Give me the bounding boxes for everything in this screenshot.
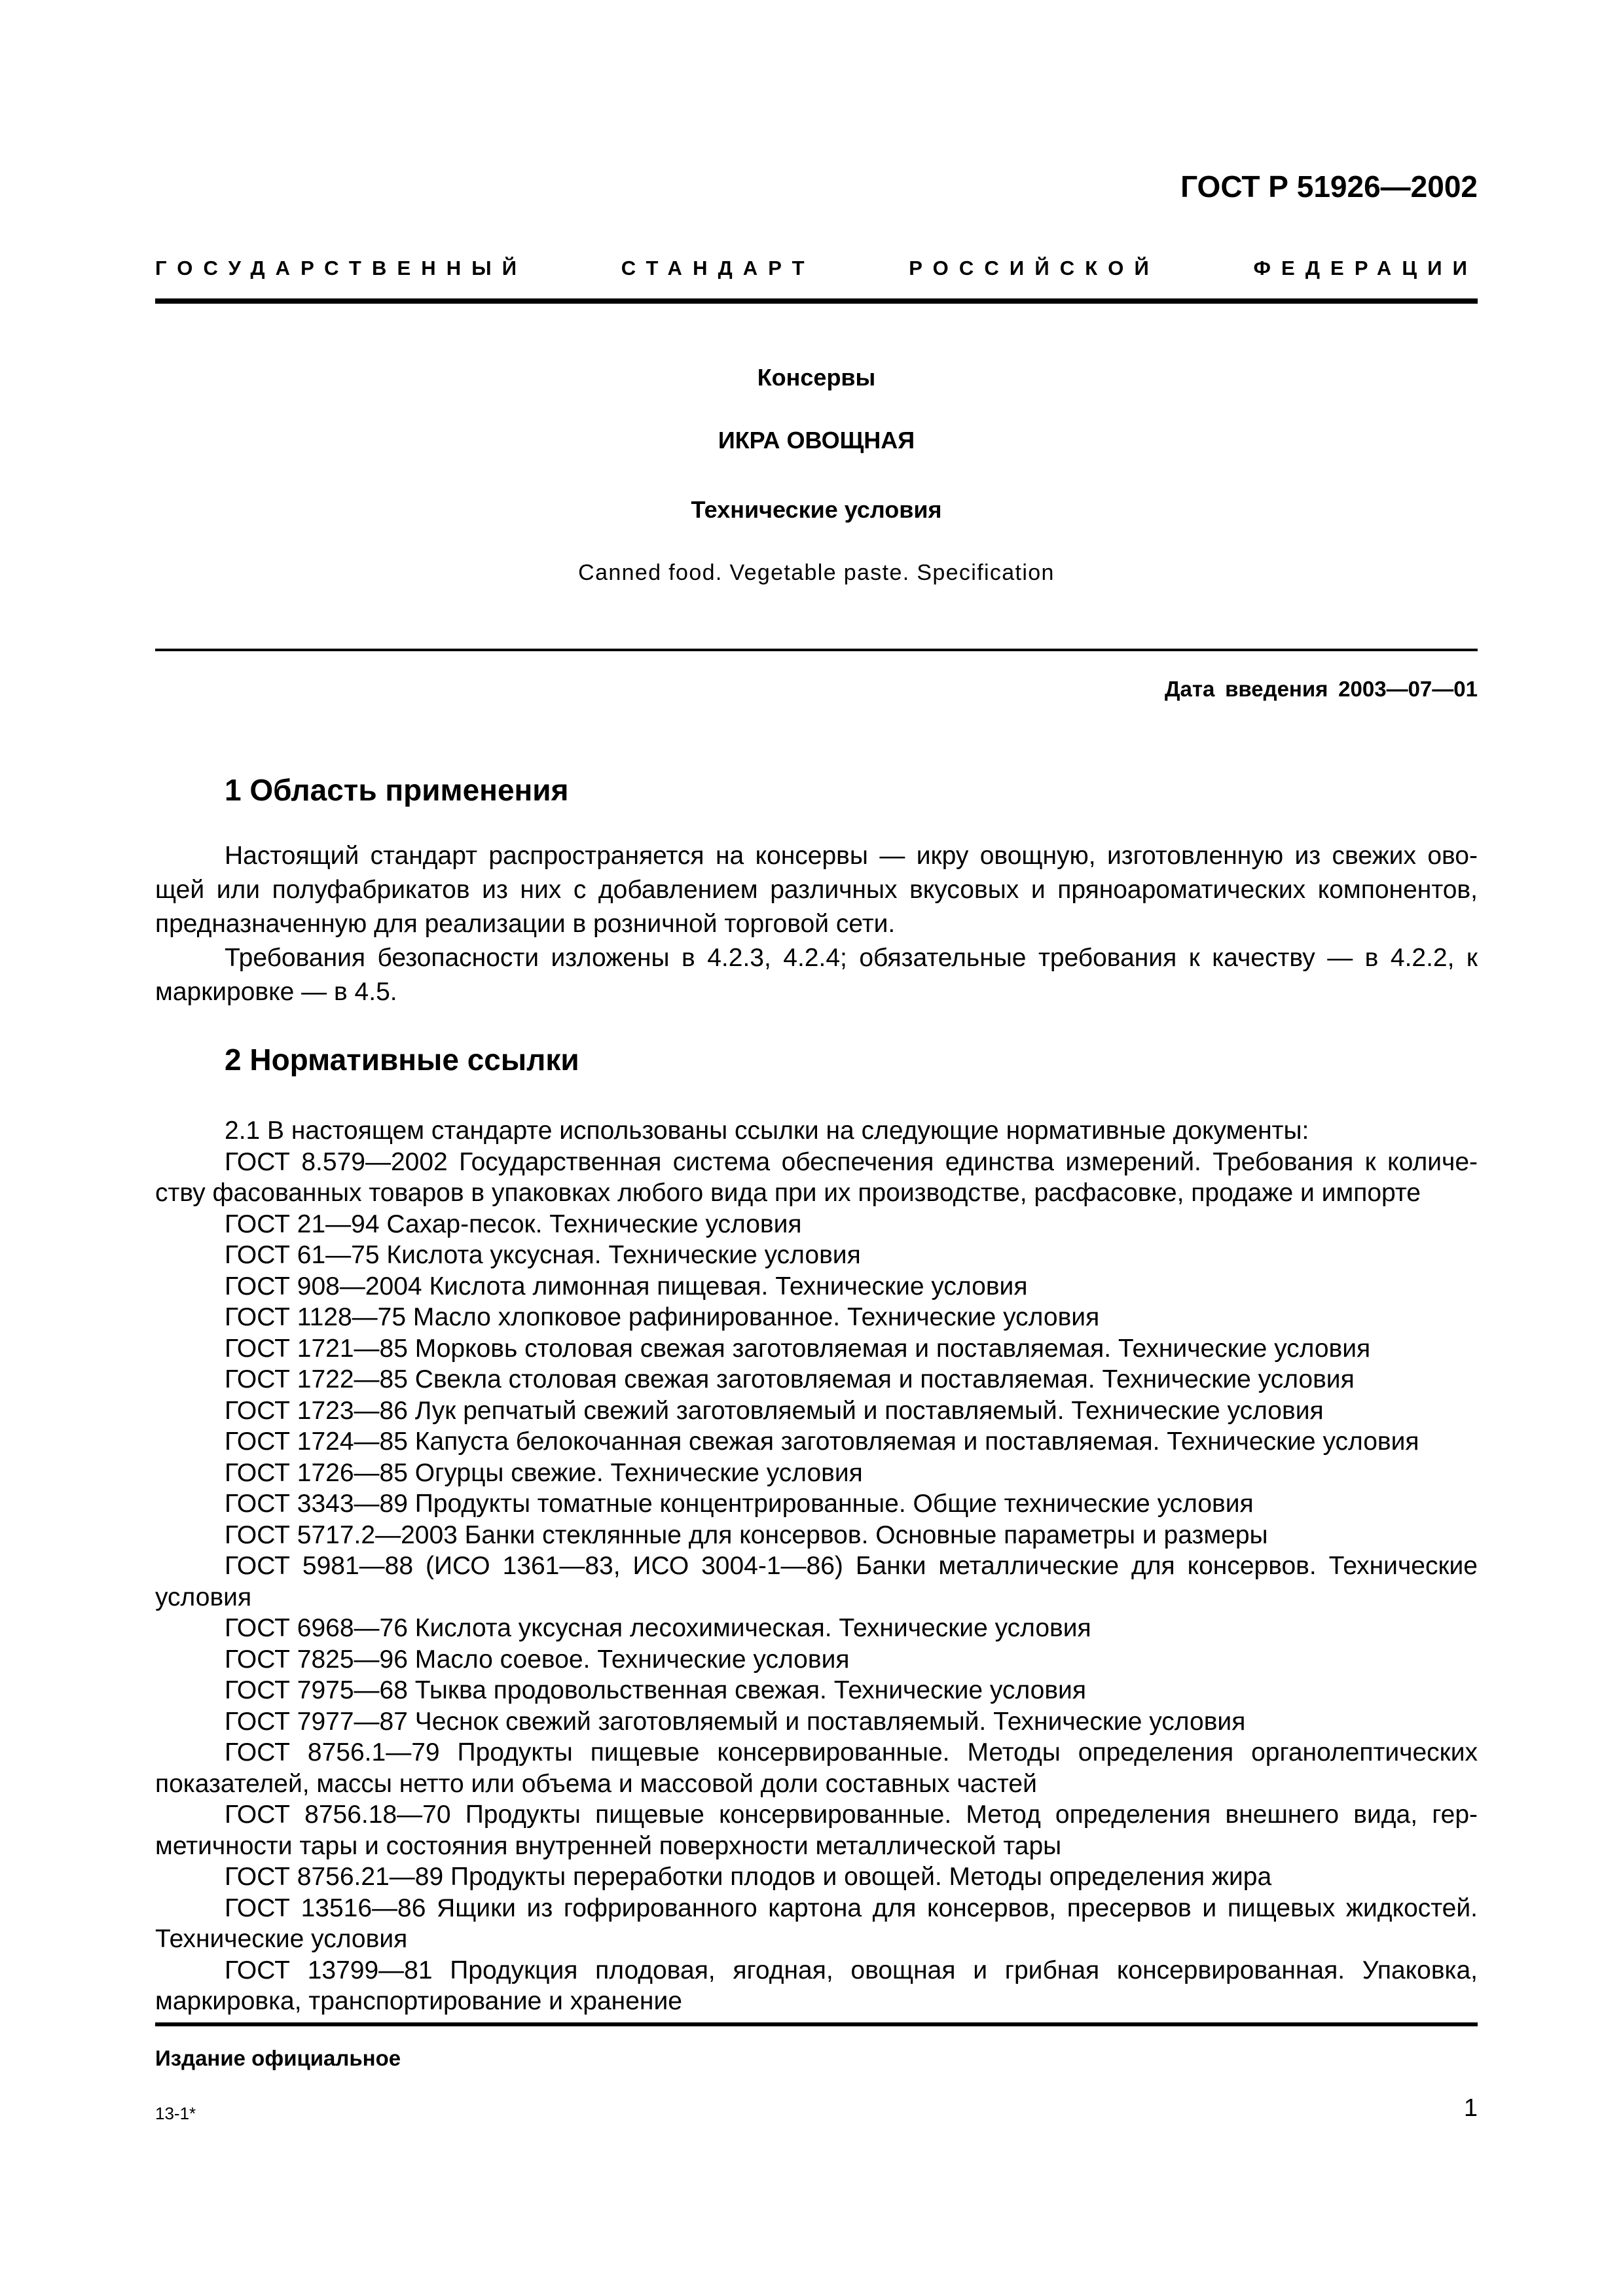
reference-entry	[155, 1209, 1478, 1240]
edition-label: Издание официальное	[155, 2046, 401, 2070]
text-line: ГОСТ 8756.18—70 Продукты пищевые консервированные. Метод определения внешнего вида, гер-	[225, 1801, 1478, 1829]
doc-category: Консервы	[757, 364, 876, 391]
reference-entry	[155, 1861, 1478, 1893]
text-line: Требования безопасности изложены в 4.2.3, 4.2.4; обязательные требования к качеству — в 4.2.2, к	[225, 944, 1478, 972]
intro-date: Дата введения 2003—07—01	[1164, 677, 1478, 701]
title-divider	[155, 649, 1478, 651]
text-line: ГОСТ 1726—85 Огурцы свежие. Технические условия	[225, 1458, 863, 1487]
reference-entry	[155, 1737, 1478, 1799]
text-line: ГОСТ 908—2004 Кислота лимонная пищевая. Технические условия	[225, 1272, 1028, 1300]
reference-entry	[155, 1271, 1478, 1302]
reference-entry	[155, 1240, 1478, 1271]
references-list	[155, 1115, 1478, 2017]
reference-entry	[155, 1706, 1478, 1738]
text-line: ГОСТ 8756.1—79 Продукты пищевые консервированные. Методы определения органолептических	[225, 1738, 1478, 1767]
text-line: ству фасованных товаров в упаковках любого вида при их производстве, расфасовке, продаже и импорте	[155, 1179, 1421, 1207]
text-line: ГОСТ 5981—88 (ИСО 1361—83, ИСО 3004-1—86) Банки металлические для консервов. Технические	[225, 1552, 1478, 1580]
text-line: ГОСТ 6968—76 Кислота уксусная лесохимическая. Технические условия	[225, 1614, 1091, 1642]
reference-entry	[155, 1395, 1478, 1427]
text-line: ГОСТ 7825—96 Масло соевое. Технические условия	[225, 1645, 850, 1674]
text-line: ГОСТ 7975—68 Тыква продовольственная свежая. Технические условия	[225, 1676, 1086, 1704]
text-line: Технические условия	[155, 1925, 408, 1953]
text-line: ГОСТ 8756.21—89 Продукты переработки плодов и овощей. Методы определения жира	[225, 1863, 1272, 1891]
text-line: ГОСТ 1722—85 Свекла столовая свежая заготовляемая и поставляемая. Технические условия	[225, 1365, 1355, 1393]
paragraph	[155, 839, 1478, 941]
reference-entry	[155, 1488, 1478, 1520]
text-line: щей или полуфабрикатов из них с добавлением различных вкусовых и пряноароматических компонентов,	[155, 876, 1478, 904]
text-line: показателей, массы нетто или объема и массовой доли составных частей	[155, 1769, 1037, 1798]
text-line: ГОСТ 8.579—2002 Государственная система обеспечения единства измерений. Требования к количе-	[225, 1147, 1478, 1176]
text-line: предназначенную для реализации в розничной торговой сети.	[155, 910, 896, 938]
reference-entry	[155, 1955, 1478, 2017]
text-line: ГОСТ 7977—87 Чеснок свежий заготовляемый и поставляемый. Технические условия	[225, 1707, 1246, 1736]
reference-entry	[155, 1551, 1478, 1613]
text-line: ГОСТ 13799—81 Продукция плодовая, ягодная, овощная и грибная консервированная. Упаковка,	[225, 1956, 1478, 1984]
section1-heading: 1 Область применения	[225, 773, 569, 807]
text-line: ГОСТ 1723—86 Лук репчатый свежий заготовляемый и поставляемый. Технические условия	[225, 1396, 1324, 1425]
reference-entry	[155, 1893, 1478, 1955]
text-line: условия	[155, 1583, 252, 1611]
doc-title: ИКРА ОВОЩНАЯ	[718, 427, 915, 454]
reference-entry	[155, 1644, 1478, 1676]
reference-entry	[155, 1520, 1478, 1551]
reference-entry	[155, 1115, 1478, 1147]
paragraph	[155, 941, 1478, 1009]
reference-entry	[155, 1426, 1478, 1458]
text-line: ГОСТ 13516—86 Ящики из гофрированного картона для консервов, пресервов и пищевых жидкостей.	[225, 1893, 1478, 1922]
text-line: ГОСТ 1128—75 Масло хлопковое рафинированное. Технические условия	[225, 1303, 1100, 1331]
doc-subtitle: Технические условия	[691, 496, 942, 523]
reference-entry	[155, 1799, 1478, 1861]
footer-divider	[155, 2022, 1478, 2026]
text-line: ГОСТ 3343—89 Продукты томатные концентрированные. Общие технические условия	[225, 1490, 1254, 1518]
text-line: маркировка, транспортирование и хранение	[155, 1987, 682, 2015]
reference-entry	[155, 1147, 1478, 1209]
section1-body	[155, 839, 1478, 1009]
reference-entry	[155, 1302, 1478, 1333]
text-line: ГОСТ 21—94 Сахар-песок. Технические условия	[225, 1210, 802, 1238]
header-divider	[155, 298, 1478, 304]
reference-entry	[155, 1613, 1478, 1644]
print-code: 13-1*	[155, 2104, 196, 2123]
text-line: Настоящий стандарт распространяется на консервы — икру овощную, изготовленную из свежих ово-	[225, 842, 1478, 870]
reference-entry	[155, 1458, 1478, 1489]
text-line: ГОСТ 61—75 Кислота уксусная. Технические условия	[225, 1241, 861, 1269]
reference-entry	[155, 1675, 1478, 1706]
text-line: 2.1 В настоящем стандарте использованы ссылки на следующие нормативные документы:	[225, 1117, 1309, 1145]
text-line: маркировке — в 4.5.	[155, 978, 397, 1006]
text-line: ГОСТ 1721—85 Морковь столовая свежая заготовляемая и поставляемая. Технические условия	[225, 1334, 1371, 1363]
state-standard-banner: ГОСУДАРСТВЕННЫЙ СТАНДАРТ РОССИЙСКОЙ ФЕДЕРАЦИИ	[155, 257, 1478, 279]
page-number: 1	[1463, 2094, 1478, 2122]
reference-entry	[155, 1333, 1478, 1365]
doc-english-title: Canned food. Vegetable paste. Specification	[578, 560, 1055, 585]
reference-entry	[155, 1364, 1478, 1395]
text-line: ГОСТ 5717.2—2003 Банки стеклянные для консервов. Основные параметры и размеры	[225, 1520, 1268, 1549]
document-number: ГОСТ Р 51926—2002	[1180, 170, 1478, 204]
text-line: ГОСТ 1724—85 Капуста белокочанная свежая заготовляемая и поставляемая. Технические условия	[225, 1427, 1419, 1456]
text-line: метичности тары и состояния внутренней поверхности металлической тары	[155, 1831, 1062, 1860]
section2-heading: 2 Нормативные ссылки	[225, 1043, 579, 1077]
